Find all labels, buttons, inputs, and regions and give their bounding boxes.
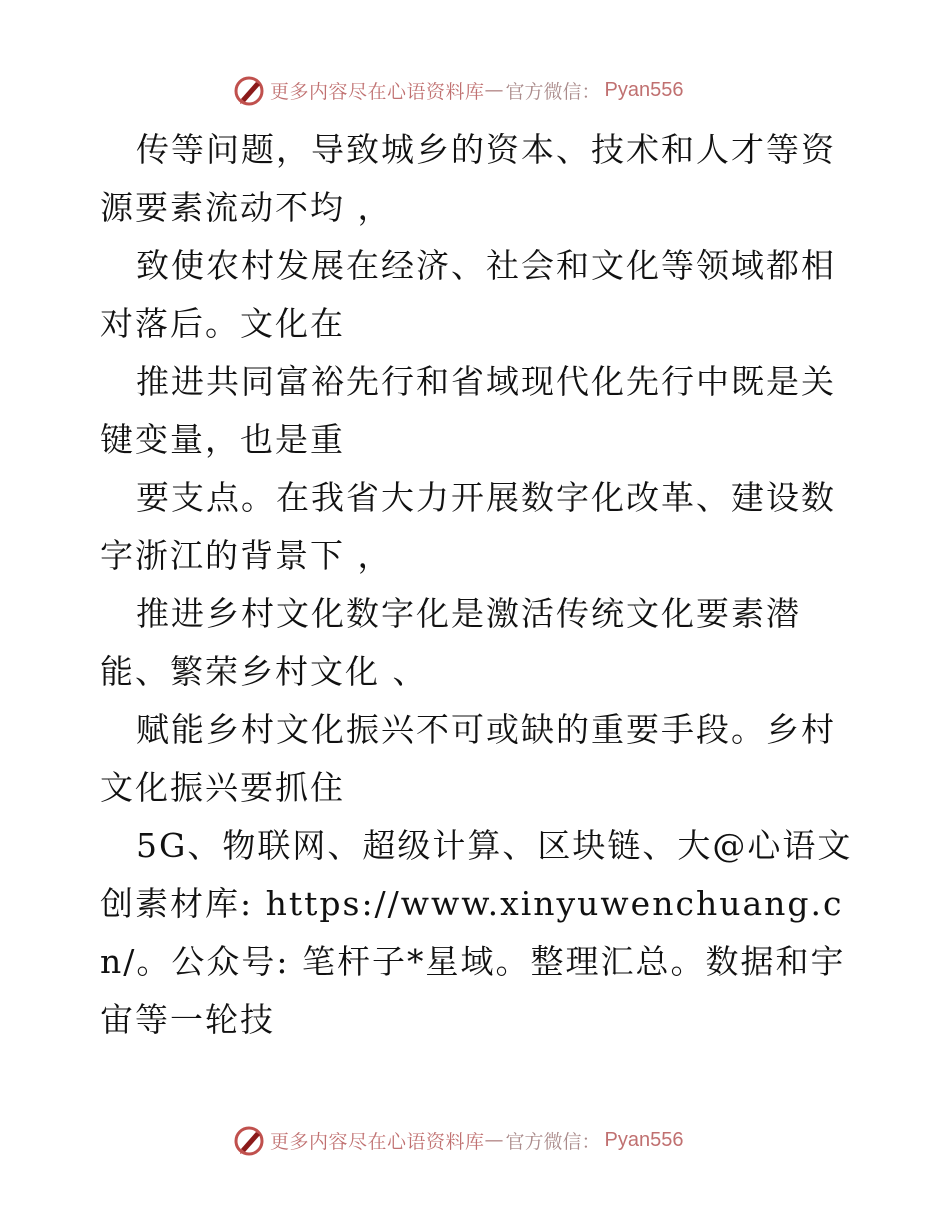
paragraph: 赋能乡村文化振兴不可或缺的重要手段。乡村文化振兴要抓住	[100, 710, 836, 807]
paragraph: 5G、物联网、超级计算、区块链、大@心语文创素材库: https://www.xinyuwenchuang.cn/。公众号: 笔杆子*星域。整理汇总。数据和宇宙等一轮技	[100, 826, 853, 1039]
footer-watermark	[232, 1122, 684, 1158]
document-body	[100, 121, 860, 1049]
paragraph: 推进乡村文化数字化是激活传统文化要素潜能、繁荣乡村文化 、	[100, 594, 801, 691]
paragraph: 传等问题，导致城乡的资本、技术和人才等资源要素流动不均 ，	[100, 130, 836, 227]
watermark-wechat-id: Pyan556	[604, 78, 684, 101]
watermark-wechat-label: 官方微信：	[505, 80, 601, 103]
watermark-wechat-label: 官方微信：	[505, 1130, 601, 1153]
watermark-text: 更多内容尽在心语资料库	[270, 1130, 485, 1153]
paragraph: 要支点。在我省大力开展数字化改革、建设数字浙江的背景下 ，	[100, 478, 836, 575]
pen-logo-icon	[232, 1123, 266, 1157]
watermark-separator: —	[484, 79, 504, 101]
header-watermark	[232, 72, 684, 108]
pen-logo-icon	[232, 73, 266, 107]
paragraph: 致使农村发展在经济、社会和文化等领域都相对落后。文化在	[100, 246, 836, 343]
watermark-separator: —	[484, 1129, 504, 1151]
watermark-wechat-id: Pyan556	[604, 1128, 684, 1151]
paragraph: 推进共同富裕先行和省域现代化先行中既是关键变量，也是重	[100, 362, 836, 459]
watermark-text: 更多内容尽在心语资料库	[270, 80, 485, 103]
